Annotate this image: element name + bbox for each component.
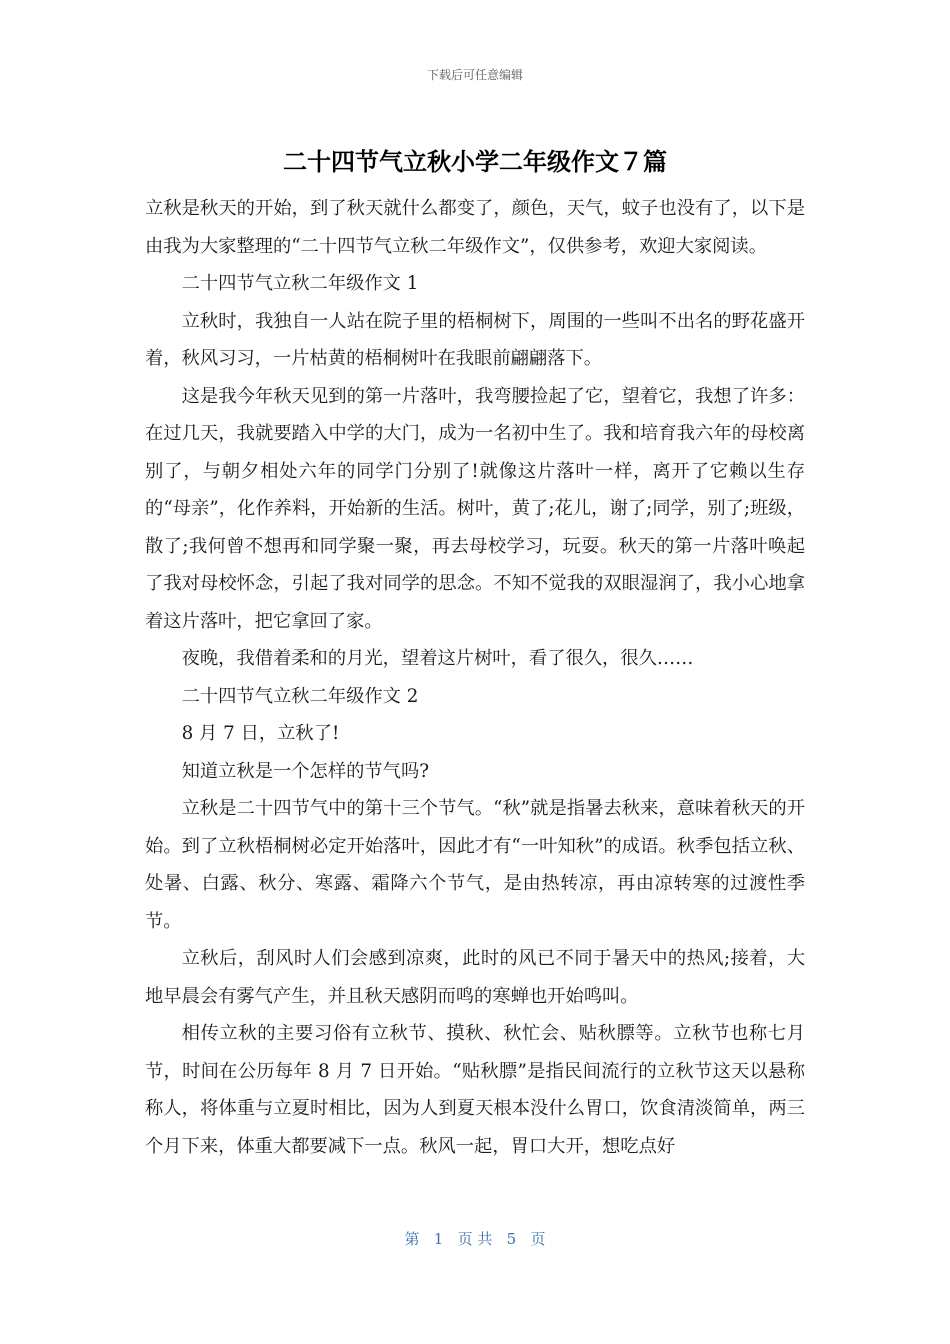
document-title: 二十四节气立秋小学二年级作文７篇	[283, 148, 667, 176]
paragraph: 夜晚，我借着柔和的月光，望着这片树叶，看了很久，很久……	[181, 648, 694, 669]
paragraph: 8 月 7 日，立秋了!	[181, 723, 340, 744]
paragraph: 立秋是秋天的开始，到了秋天就什么都变了，颜色，天气，蚊子也没有了，以下是由我为大家整理的“二十四节气立秋二年级作文”，仅供参考，欢迎大家阅读。	[145, 198, 805, 257]
paragraph: 立秋是二十四节气中的第十三个节气。“秋”就是指暑去秋来，意味着秋天的开始。到了立秋梧桐树必定开始落叶，因此才有“一叶知秋”的成语。秋季包括立秋、处暑、白露、秋分、寒露、霜降六个节气，是由热转凉，再由凉转寒的过渡性季节。	[145, 798, 805, 932]
section-heading-2: 二十四节气立秋二年级作文 2	[181, 685, 419, 707]
paragraph: 立秋时，我独自一人站在院子里的梧桐树下，周围的一些叫不出名的野花盛开着，秋风习习，一片枯黄的梧桐树叶在我眼前翩翩落下。	[145, 310, 805, 369]
paragraph: 这是我今年秋天见到的第一片落叶，我弯腰捡起了它，望着它，我想了许多：在过几天，我就要踏入中学的大门，成为一名初中生了。我和培育我六年的母校离别了，与朝夕相处六年的同学门分别了!就像这片落叶一样，离开了它赖以生存的“母亲”，化作养料，开始新的生活。树叶，黄了;花儿，谢了;同学，别了;班级，散了;我何曾不想再和同学聚一聚，再去母校学习，玩耍。秋天的第一片落叶唤起了我对母校怀念，引起了我对同学的思念。不知不觉我的双眼湿润了，我小心地拿着这片落叶，把它拿回了家。	[145, 385, 805, 632]
paragraph: 知道立秋是一个怎样的节气吗?	[181, 760, 430, 782]
page-footer: 第 1 页 共 5 页	[404, 1230, 546, 1248]
paragraph: 相传立秋的主要习俗有立秋节、摸秋、秋忙会、贴秋膘等。立秋节也称七月节，时间在公历每年 8 月 7 日开始。“贴秋膘”是指民间流行的立秋节这天以悬称称人，将体重与立夏时相比，因为人到夏天根本没什么胃口，饮食清淡简单，两三个月下来，体重大都要减下一点。秋风一起，胃口大开，想吃点好	[145, 1023, 805, 1157]
section-heading-1: 二十四节气立秋二年级作文 1	[181, 273, 419, 294]
paragraph: 立秋后，刮风时人们会感到凉爽，此时的风已不同于暑天中的热风;接着，大地早晨会有雾气产生，并且秋天感阴而鸣的寒蝉也开始鸣叫。	[145, 948, 805, 1007]
header-note: 下载后可任意编辑	[426, 68, 523, 82]
document-body	[145, 190, 805, 1165]
